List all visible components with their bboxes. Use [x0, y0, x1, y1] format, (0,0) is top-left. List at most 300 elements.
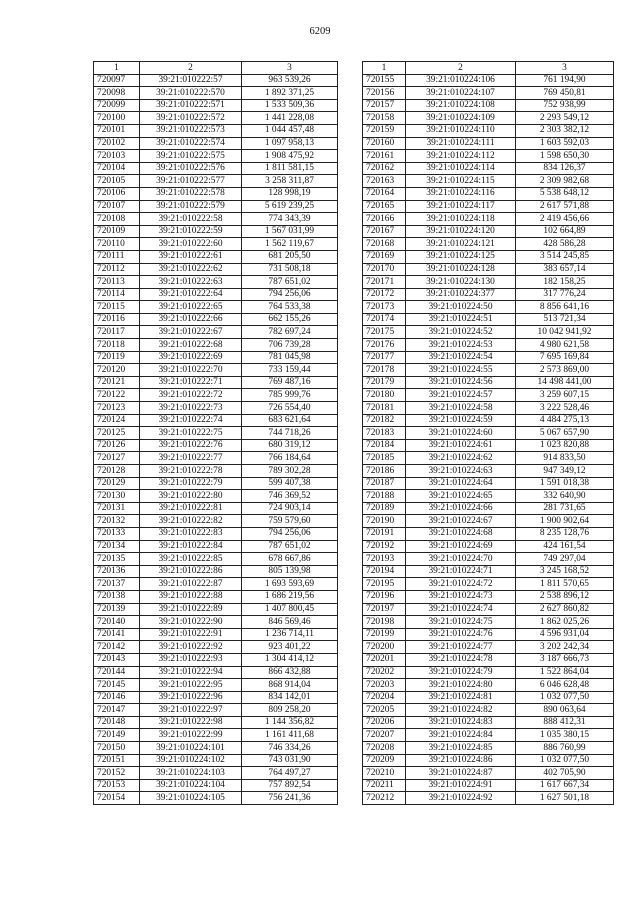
table-row: [94, 540, 338, 553]
table-row: [363, 376, 614, 389]
table-row: [94, 427, 338, 440]
cadastral-number-cell: 39:21:010224:109: [406, 112, 516, 125]
header-cell-value: 3: [516, 62, 614, 75]
table-row: [94, 691, 338, 704]
table-row: [94, 452, 338, 465]
table-row: [363, 515, 614, 528]
table-row: [94, 767, 338, 780]
cadastral-number-cell: 39:21:010222:571: [140, 99, 242, 112]
table-row: [363, 477, 614, 490]
value-cell: 1 144 356,82: [242, 716, 338, 729]
table-row: [363, 792, 614, 805]
row-number-cell: 720181: [363, 402, 406, 415]
row-number-cell: 720169: [363, 250, 406, 263]
value-cell: 281 731,65: [516, 502, 614, 515]
cadastral-number-cell: 39:21:010224:115: [406, 175, 516, 188]
value-cell: 5 067 657,90: [516, 427, 614, 440]
table-row: [94, 792, 338, 805]
row-number-cell: 720100: [94, 112, 140, 125]
row-number-cell: 720166: [363, 213, 406, 226]
value-cell: 781 045,98: [242, 351, 338, 364]
cadastral-number-cell: 39:21:010222:57: [140, 74, 242, 87]
table-row: [363, 716, 614, 729]
row-number-cell: 720157: [363, 99, 406, 112]
table-row: [94, 754, 338, 767]
value-cell: 1 097 958,13: [242, 137, 338, 150]
cadastral-number-cell: 39:21:010222:572: [140, 112, 242, 125]
value-cell: 2 303 382,12: [516, 124, 614, 137]
cadastral-number-cell: 39:21:010224:55: [406, 364, 516, 377]
row-number-cell: 720184: [363, 439, 406, 452]
table-row: [94, 729, 338, 742]
cadastral-number-cell: 39:21:010222:67: [140, 326, 242, 339]
value-cell: 1 908 475,92: [242, 150, 338, 163]
row-number-cell: 720110: [94, 238, 140, 251]
value-cell: 1 598 650,30: [516, 150, 614, 163]
cadastral-number-cell: 39:21:010224:58: [406, 402, 516, 415]
value-cell: 3 245 168,52: [516, 565, 614, 578]
cadastral-number-cell: 39:21:010222:575: [140, 150, 242, 163]
value-cell: 846 569,46: [242, 616, 338, 629]
table-row: [363, 99, 614, 112]
row-number-cell: 720132: [94, 515, 140, 528]
value-cell: 3 222 528,46: [516, 402, 614, 415]
value-cell: 888 412,31: [516, 716, 614, 729]
row-number-cell: 720202: [363, 666, 406, 679]
cadastral-number-cell: 39:21:010222:95: [140, 679, 242, 692]
cadastral-number-cell: 39:21:010222:82: [140, 515, 242, 528]
cadastral-number-cell: 39:21:010222:574: [140, 137, 242, 150]
row-number-cell: 720137: [94, 578, 140, 591]
row-number-cell: 720170: [363, 263, 406, 276]
right-table-body: [363, 62, 614, 805]
cadastral-number-cell: 39:21:010222:93: [140, 653, 242, 666]
value-cell: 1 533 509,36: [242, 99, 338, 112]
table-row: [94, 137, 338, 150]
table-row: [94, 225, 338, 238]
value-cell: 1 591 018,38: [516, 477, 614, 490]
value-cell: 7 695 169,84: [516, 351, 614, 364]
cadastral-number-cell: 39:21:010224:72: [406, 578, 516, 591]
cadastral-number-cell: 39:21:010222:80: [140, 490, 242, 503]
row-number-cell: 720179: [363, 376, 406, 389]
value-cell: 10 042 941,92: [516, 326, 614, 339]
table-row: [94, 263, 338, 276]
table-row: [94, 124, 338, 137]
table-row: [363, 465, 614, 478]
table-row: [94, 288, 338, 301]
cadastral-number-cell: 39:21:010222:96: [140, 691, 242, 704]
value-cell: 1 032 077,50: [516, 754, 614, 767]
table-row: [363, 742, 614, 755]
row-number-cell: 720155: [363, 74, 406, 87]
value-cell: 4 484 275,13: [516, 414, 614, 427]
table-row: [94, 565, 338, 578]
value-cell: 128 998,19: [242, 187, 338, 200]
row-number-cell: 720143: [94, 653, 140, 666]
value-cell: 2 627 860,82: [516, 603, 614, 616]
value-cell: 757 892,54: [242, 779, 338, 792]
cadastral-number-cell: 39:21:010224:71: [406, 565, 516, 578]
row-number-cell: 720145: [94, 679, 140, 692]
cadastral-number-cell: 39:21:010224:80: [406, 679, 516, 692]
value-cell: 182 158,25: [516, 276, 614, 289]
cadastral-number-cell: 39:21:010222:90: [140, 616, 242, 629]
table-row: [363, 540, 614, 553]
value-cell: 3 258 311,87: [242, 175, 338, 188]
value-cell: 5 619 239,25: [242, 200, 338, 213]
cadastral-number-cell: 39:21:010224:70: [406, 553, 516, 566]
row-number-cell: 720138: [94, 590, 140, 603]
table-row: [363, 112, 614, 125]
row-number-cell: 720130: [94, 490, 140, 503]
table-row: [363, 137, 614, 150]
table-row: [94, 162, 338, 175]
value-cell: 383 657,14: [516, 263, 614, 276]
value-cell: 1 304 414,12: [242, 653, 338, 666]
value-cell: 744 718,26: [242, 427, 338, 440]
cadastral-number-cell: 39:21:010224:52: [406, 326, 516, 339]
value-cell: 6 046 628,48: [516, 679, 614, 692]
table-row: [94, 213, 338, 226]
cadastral-number-cell: 39:21:010222:577: [140, 175, 242, 188]
cadastral-number-cell: 39:21:010222:59: [140, 225, 242, 238]
row-number-cell: 720133: [94, 527, 140, 540]
table-row: [363, 326, 614, 339]
row-number-cell: 720150: [94, 742, 140, 755]
table-row: [94, 527, 338, 540]
cadastral-number-cell: 39:21:010222:71: [140, 376, 242, 389]
cadastral-number-cell: 39:21:010224:120: [406, 225, 516, 238]
row-number-cell: 720134: [94, 540, 140, 553]
row-number-cell: 720163: [363, 175, 406, 188]
value-cell: 794 256,06: [242, 288, 338, 301]
value-cell: 923 401,22: [242, 641, 338, 654]
row-number-cell: 720139: [94, 603, 140, 616]
cadastral-number-cell: 39:21:010224:121: [406, 238, 516, 251]
cadastral-number-cell: 39:21:010222:61: [140, 250, 242, 263]
row-number-cell: 720186: [363, 465, 406, 478]
table-row: [94, 389, 338, 402]
table-row: [363, 162, 614, 175]
value-cell: 726 554,40: [242, 402, 338, 415]
page-number: 6209: [309, 26, 331, 37]
cadastral-number-cell: 39:21:010224:103: [140, 767, 242, 780]
row-number-cell: 720171: [363, 276, 406, 289]
cadastral-number-cell: 39:21:010222:99: [140, 729, 242, 742]
cadastral-number-cell: 39:21:010224:117: [406, 200, 516, 213]
value-cell: 1 161 411,68: [242, 729, 338, 742]
row-number-cell: 720180: [363, 389, 406, 402]
cadastral-number-cell: 39:21:010222:92: [140, 641, 242, 654]
row-number-cell: 720117: [94, 326, 140, 339]
row-number-cell: 720161: [363, 150, 406, 163]
table-row: [94, 326, 338, 339]
row-number-cell: 720129: [94, 477, 140, 490]
cadastral-number-cell: 39:21:010222:62: [140, 263, 242, 276]
row-number-cell: 720165: [363, 200, 406, 213]
table-row: [94, 716, 338, 729]
value-cell: 866 432,88: [242, 666, 338, 679]
table-row: [94, 150, 338, 163]
value-cell: 764 533,38: [242, 301, 338, 314]
cadastral-number-cell: 39:21:010222:63: [140, 276, 242, 289]
row-number-cell: 720167: [363, 225, 406, 238]
cadastral-number-cell: 39:21:010222:72: [140, 389, 242, 402]
value-cell: 834 142,01: [242, 691, 338, 704]
cadastral-number-cell: 39:21:010222:94: [140, 666, 242, 679]
row-number-cell: 720128: [94, 465, 140, 478]
row-number-cell: 720190: [363, 515, 406, 528]
cadastral-number-cell: 39:21:010222:76: [140, 439, 242, 452]
value-cell: 402 705,90: [516, 767, 614, 780]
value-cell: 1 236 714,11: [242, 628, 338, 641]
cadastral-number-cell: 39:21:010222:88: [140, 590, 242, 603]
table-row: [94, 87, 338, 100]
cadastral-number-cell: 39:21:010224:60: [406, 427, 516, 440]
left-table-body: [94, 62, 338, 805]
table-row: [363, 124, 614, 137]
cadastral-number-cell: 39:21:010224:85: [406, 742, 516, 755]
row-number-cell: 720188: [363, 490, 406, 503]
value-cell: 794 256,06: [242, 527, 338, 540]
row-number-cell: 720178: [363, 364, 406, 377]
value-cell: 764 497,27: [242, 767, 338, 780]
row-number-cell: 720177: [363, 351, 406, 364]
value-cell: 1 603 592,03: [516, 137, 614, 150]
cadastral-number-cell: 39:21:010222:83: [140, 527, 242, 540]
table-row: [94, 666, 338, 679]
cadastral-number-cell: 39:21:010222:576: [140, 162, 242, 175]
table-row: [94, 175, 338, 188]
cadastral-number-cell: 39:21:010224:54: [406, 351, 516, 364]
value-cell: 766 184,64: [242, 452, 338, 465]
cadastral-number-cell: 39:21:010222:66: [140, 313, 242, 326]
value-cell: 1 617 667,34: [516, 779, 614, 792]
cadastral-number-cell: 39:21:010224:125: [406, 250, 516, 263]
table-row: [94, 578, 338, 591]
table-row: [363, 578, 614, 591]
value-cell: 746 334,26: [242, 742, 338, 755]
row-number-cell: 720106: [94, 187, 140, 200]
value-cell: 1 862 025,26: [516, 616, 614, 629]
value-cell: 787 651,02: [242, 276, 338, 289]
cadastral-number-cell: 39:21:010224:59: [406, 414, 516, 427]
value-cell: 759 579,60: [242, 515, 338, 528]
row-number-cell: 720122: [94, 389, 140, 402]
cadastral-number-cell: 39:21:010224:63: [406, 465, 516, 478]
row-number-cell: 720097: [94, 74, 140, 87]
row-number-cell: 720162: [363, 162, 406, 175]
value-cell: 1 407 800,45: [242, 603, 338, 616]
row-number-cell: 720204: [363, 691, 406, 704]
row-number-cell: 720147: [94, 704, 140, 717]
table-row: [94, 616, 338, 629]
row-number-cell: 720205: [363, 704, 406, 717]
value-cell: 662 155,26: [242, 313, 338, 326]
table-row: [363, 641, 614, 654]
table-row: [363, 187, 614, 200]
cadastral-number-cell: 39:21:010224:74: [406, 603, 516, 616]
row-number-cell: 720199: [363, 628, 406, 641]
row-number-cell: 720118: [94, 339, 140, 352]
cadastral-number-cell: 39:21:010224:62: [406, 452, 516, 465]
row-number-cell: 720115: [94, 301, 140, 314]
header-row: [363, 62, 614, 75]
table-row: [94, 477, 338, 490]
cadastral-number-cell: 39:21:010222:64: [140, 288, 242, 301]
cadastral-number-cell: 39:21:010224:104: [140, 779, 242, 792]
table-row: [94, 402, 338, 415]
row-number-cell: 720120: [94, 364, 140, 377]
value-cell: 678 667,86: [242, 553, 338, 566]
table-row: [363, 301, 614, 314]
table-row: [363, 402, 614, 415]
value-cell: 963 539,26: [242, 74, 338, 87]
cadastral-number-cell: 39:21:010224:108: [406, 99, 516, 112]
cadastral-number-cell: 39:21:010222:78: [140, 465, 242, 478]
row-number-cell: 720116: [94, 313, 140, 326]
cadastral-number-cell: 39:21:010222:578: [140, 187, 242, 200]
row-number-cell: 720127: [94, 452, 140, 465]
row-number-cell: 720193: [363, 553, 406, 566]
value-cell: 3 202 242,34: [516, 641, 614, 654]
cadastral-number-cell: 39:21:010224:67: [406, 515, 516, 528]
row-number-cell: 720206: [363, 716, 406, 729]
value-cell: 683 621,64: [242, 414, 338, 427]
value-cell: 785 999,76: [242, 389, 338, 402]
row-number-cell: 720103: [94, 150, 140, 163]
row-number-cell: 720160: [363, 137, 406, 150]
cadastral-number-cell: 39:21:010224:51: [406, 313, 516, 326]
row-number-cell: 720108: [94, 213, 140, 226]
table-row: [94, 439, 338, 452]
value-cell: 834 126,37: [516, 162, 614, 175]
value-cell: 756 241,36: [242, 792, 338, 805]
table-row: [94, 704, 338, 717]
table-row: [363, 590, 614, 603]
value-cell: 424 161,54: [516, 540, 614, 553]
row-number-cell: 720135: [94, 553, 140, 566]
cadastral-number-cell: 39:21:010224:75: [406, 616, 516, 629]
row-number-cell: 720212: [363, 792, 406, 805]
value-cell: 769 487,16: [242, 376, 338, 389]
table-row: [363, 263, 614, 276]
table-row: [94, 301, 338, 314]
value-cell: 1 522 864,04: [516, 666, 614, 679]
value-cell: 1 627 501,18: [516, 792, 614, 805]
table-row: [363, 691, 614, 704]
row-number-cell: 720142: [94, 641, 140, 654]
cadastral-number-cell: 39:21:010224:69: [406, 540, 516, 553]
row-number-cell: 720104: [94, 162, 140, 175]
value-cell: 731 508,18: [242, 263, 338, 276]
cadastral-number-cell: 39:21:010224:112: [406, 150, 516, 163]
cadastral-number-cell: 39:21:010224:50: [406, 301, 516, 314]
cadastral-number-cell: 39:21:010222:58: [140, 213, 242, 226]
cadastral-number-cell: 39:21:010222:74: [140, 414, 242, 427]
row-number-cell: 720197: [363, 603, 406, 616]
row-number-cell: 720109: [94, 225, 140, 238]
value-cell: 746 369,52: [242, 490, 338, 503]
cadastral-number-cell: 39:21:010224:114: [406, 162, 516, 175]
table-row: [363, 439, 614, 452]
value-cell: 332 640,90: [516, 490, 614, 503]
table-row: [94, 112, 338, 125]
value-cell: 809 258,20: [242, 704, 338, 717]
table-row: [363, 653, 614, 666]
right-table: [362, 61, 614, 805]
value-cell: 1 811 570,65: [516, 578, 614, 591]
row-number-cell: 720159: [363, 124, 406, 137]
row-number-cell: 720209: [363, 754, 406, 767]
value-cell: 8 856 641,16: [516, 301, 614, 314]
value-cell: 752 938,99: [516, 99, 614, 112]
cadastral-number-cell: 39:21:010222:86: [140, 565, 242, 578]
table-row: [363, 225, 614, 238]
row-number-cell: 720121: [94, 376, 140, 389]
header-row: [94, 62, 338, 75]
table-row: [94, 74, 338, 87]
row-number-cell: 720126: [94, 439, 140, 452]
value-cell: 1 032 077,50: [516, 691, 614, 704]
table-row: [94, 465, 338, 478]
value-cell: 1 567 031,99: [242, 225, 338, 238]
table-row: [94, 414, 338, 427]
cadastral-number-cell: 39:21:010224:82: [406, 704, 516, 717]
cadastral-number-cell: 39:21:010222:65: [140, 301, 242, 314]
header-cell-cadastral: 2: [140, 62, 242, 75]
value-cell: 787 651,02: [242, 540, 338, 553]
table-row: [363, 767, 614, 780]
cadastral-number-cell: 39:21:010224:105: [140, 792, 242, 805]
cadastral-number-cell: 39:21:010224:110: [406, 124, 516, 137]
cadastral-number-cell: 39:21:010224:73: [406, 590, 516, 603]
cadastral-number-cell: 39:21:010222:89: [140, 603, 242, 616]
table-row: [363, 213, 614, 226]
cadastral-number-cell: 39:21:010222:79: [140, 477, 242, 490]
row-number-cell: 720131: [94, 502, 140, 515]
header-cell-number: 1: [94, 62, 140, 75]
value-cell: 805 139,98: [242, 565, 338, 578]
value-cell: 2 293 549,12: [516, 112, 614, 125]
row-number-cell: 720168: [363, 238, 406, 251]
row-number-cell: 720098: [94, 87, 140, 100]
value-cell: 8 235 128,76: [516, 527, 614, 540]
row-number-cell: 720111: [94, 250, 140, 263]
row-number-cell: 720102: [94, 137, 140, 150]
cadastral-number-cell: 39:21:010224:377: [406, 288, 516, 301]
row-number-cell: 720192: [363, 540, 406, 553]
table-row: [94, 364, 338, 377]
cadastral-number-cell: 39:21:010222:70: [140, 364, 242, 377]
table-row: [363, 288, 614, 301]
value-cell: 1 044 457,48: [242, 124, 338, 137]
row-number-cell: 720210: [363, 767, 406, 780]
cadastral-number-cell: 39:21:010222:60: [140, 238, 242, 251]
value-cell: 2 573 869,00: [516, 364, 614, 377]
row-number-cell: 720207: [363, 729, 406, 742]
table-row: [363, 553, 614, 566]
value-cell: 1 892 371,25: [242, 87, 338, 100]
header-cell-cadastral: 2: [406, 62, 516, 75]
cadastral-number-cell: 39:21:010224:101: [140, 742, 242, 755]
row-number-cell: 720203: [363, 679, 406, 692]
cadastral-number-cell: 39:21:010224:81: [406, 691, 516, 704]
row-number-cell: 720211: [363, 779, 406, 792]
table-row: [94, 99, 338, 112]
value-cell: 2 309 982,68: [516, 175, 614, 188]
